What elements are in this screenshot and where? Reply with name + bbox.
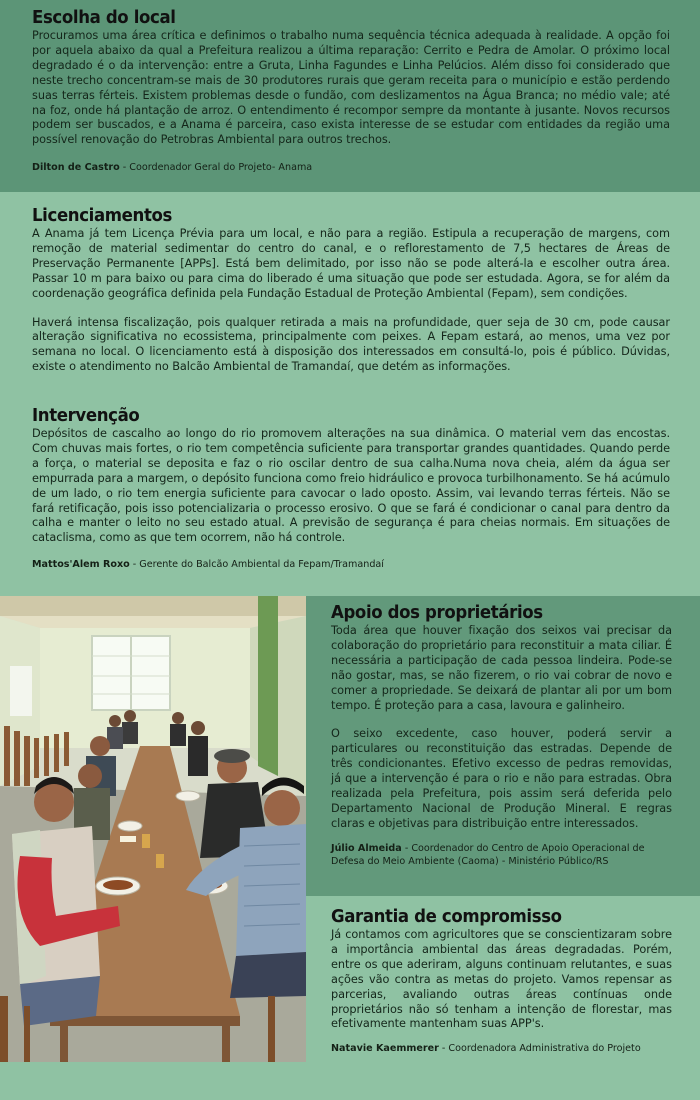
section-body-1: Toda área que houver fixação dos seixos vai precisar da colaboração do proprietário para reconstituir a mata ciliar. É necessária a participação de cada pessoa lindeira. Pode-se não gostar, mas, se não fizerem, o rio vai cobrar de novo e comer a propriedade. Se deixará de plantar ali por um bom tempo. É proteção para a casa, lavoura e galinheiro. (331, 624, 672, 712)
section-title: Apoio dos proprietários (331, 602, 543, 623)
section-apoio-dos-proprietarios (331, 603, 672, 868)
meeting-photo-illustration (0, 596, 306, 1062)
signature-name: Natavie Kaemmerer (331, 1043, 439, 1055)
signature (331, 1042, 672, 1055)
signature-role: - Coordenador Geral do Projeto- Anama (119, 162, 313, 174)
section-body-2: O seixo excedente, caso houver, poderá servir a particulares ou reconstituição das estradas. Depende de três condicionantes. Efetivo excesso de pedras removidas, já que a intervenção é para o rio e não para estradas. Obra realizada pela Prefeitura, pois assim será deferida pelo Departamento Nacional de Produção Mineral. E regras claras e objetivas para distribuição entre interessados. (331, 727, 672, 830)
section-title: Escolha do local (32, 7, 176, 28)
section-body: Depósitos de cascalho ao longo do rio promovem alterações na sua dinâmica. O material vem das encostas. Com chuvas mais fortes, o rio tem competência suficiente para transportar grandes quantidades. Quando perde a força, o material se deposita e faz o rio oscilar dentro de sua calha.Numa nova cheia, além da água ser empurrada para a margem, o depósito funciona como freio hidráulico e provoca turbilhonamento. Se há acúmulo de um lado, o rio tem energia suficiente para cavocar o lado oposto. Assim, vai levando terras férteis. Não se fará retificação, pois isso potencializaria o processo erosivo. O que se fará é condicionar o canal para dentro da calha e manter o leito no seu estado atual. A previsão de segurança é para cheias normais. Em situações de cataclisma, como as que tem ocorrem, não há controle. (32, 427, 670, 545)
section-escolha-do-local (32, 8, 670, 174)
section-title: Intervenção (32, 405, 140, 426)
signature-name: Mattos'Alem Roxo (32, 559, 130, 571)
signature (32, 558, 670, 571)
section-licenciamentos (32, 206, 670, 375)
meeting-photo (0, 596, 306, 1062)
signature (32, 161, 670, 174)
signature-role: - Gerente do Balcão Ambiental da Fepam/Tramandaí (129, 559, 384, 571)
section-title: Garantia de compromisso (331, 906, 562, 927)
signature-name: Dilton de Castro (32, 162, 120, 174)
section-body-2: Haverá intensa fiscalização, pois qualquer retirada a mais na profundidade, quer seja de 30 cm, pode causar alteração significativa no ecossistema, principalmente com peixes. A Fepam estará, ao menos, uma vez por semana no local. O licenciamento está à disposição dos interessados em consultá-lo, pois é público. Dúvidas, existe o atendimento no Balcão Ambiental de Tramandaí, que detém as informações. (32, 315, 670, 374)
section-title: Licenciamentos (32, 205, 173, 226)
signature-role: - Coordenadora Administrativa do Projeto (438, 1043, 641, 1055)
section-body-1: A Anama já tem Licença Prévia para um local, e não para a região. Estipula a recuperação de margens, com remoção de material sedimentar do centro do canal, e o reflorestamento de 7,5 hectares de Áreas de Preservação Permanente [APPs]. Está bem delimitado, por isso não se pode alterá-la e escolher outra área. Passar 10 m para baixo ou para cima do liberado é uma situação que pode ser estudada. Agora, se for além da coordenação geográfica definida pela Fundação Estadual de Proteção Ambiental (Fepam), sem condições. (32, 227, 670, 300)
signature-role: - Coordenador do Centro de Apoio Operacional de Defesa do Meio Ambiente (Caoma) - Ministério Público/RS (331, 842, 645, 867)
signature-name: Júlio Almeida (331, 842, 402, 854)
section-body: Procuramos uma área crítica e definimos o trabalho numa sequência técnica adequada à realidade. A opção foi por aquela abaixo da qual a Prefeitura realizou a última reparação: Cerrito e Pedra de Amolar. O próximo local degradado é o da intervenção: entre a Gruta, Linha Fagundes e Linha Pelúcios. Além disso foi considerado que neste trecho concentram-se mais de 30 produtores rurais que geram receita para o município e estão perdendo suas terras férteis. Existem problemas desde o fundão, com deslizamentos na Água Branca; no médio vale; até na foz, onde há plantação de arroz. O entendimento é recompor sempre da montante à jusante. Novos recursos podem ser buscados, e a Anama é parceira, caso exista interesse de se estudar com entidades da região uma possível renovação do Petrobras Ambiental para outros trechos. (32, 29, 670, 147)
section-body: Já contamos com agricultores que se conscientizaram sobre a importância ambiental das áreas degradadas. Porém, entre os que aderiram, alguns continuam relutantes, e suas ações vão contra as metas do projeto. Vamos repensar as parcerias, avaliando outras áreas contínuas onde proprietários não só tenham a intenção de florestar, mas efetivamente mantenham suas APP's. (331, 928, 672, 1031)
section-garantia-de-compromisso (331, 907, 672, 1055)
section-intervencao (32, 406, 670, 571)
signature (331, 842, 672, 868)
